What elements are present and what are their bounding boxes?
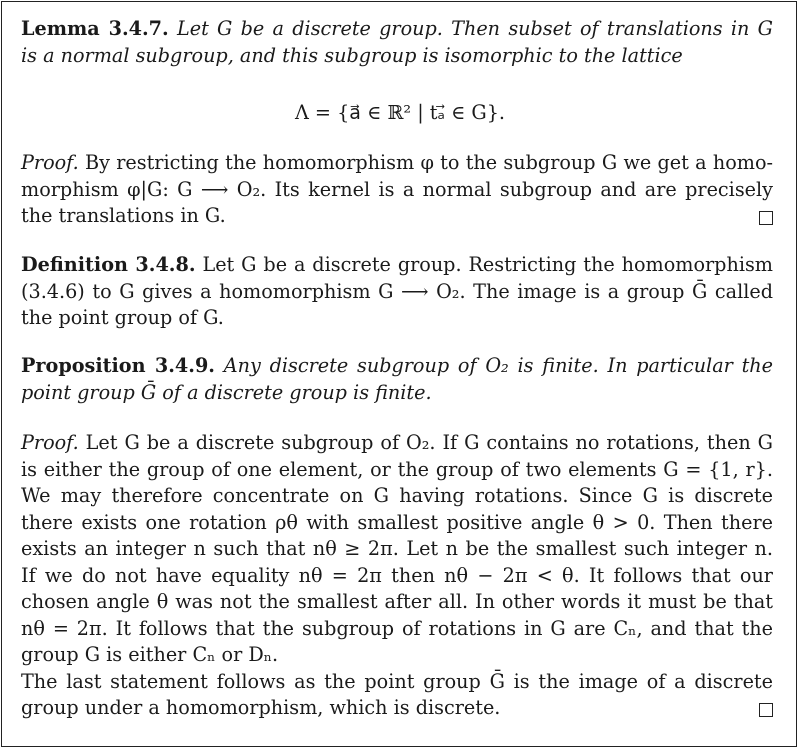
lattice-equation: Λ = {a⃗ ∈ ℝ² | tₐ⃗ ∈ G}. — [294, 101, 506, 124]
proof-heading: Proof. — [21, 151, 79, 174]
proposition-line-2: point group Ḡ of a discrete group is finite. — [21, 380, 432, 404]
proof2-line-6: If we do not have equality nθ = 2π then nθ − 2π < θ. It follows that our — [21, 563, 773, 587]
definition-line-1: Let G be a discrete group. Restricting the homomorphism — [202, 253, 774, 276]
proof-of-lemma — [21, 150, 773, 230]
proof2-line-9: group G is either Cₙ or Dₙ. — [21, 643, 279, 666]
proof2-line-2: is either the group of one element, or the group of two elements G = {1, r}. — [21, 457, 773, 481]
proof2-heading: Proof. — [21, 431, 79, 454]
proof2-line-3: We may therefore concentrate on G having rotations. Since G is discrete — [21, 484, 773, 507]
proof2-line-4: there exists one rotation ρθ with smallest positive angle θ > 0. Then there — [21, 510, 773, 534]
proof1-line-3: the translations in G. — [21, 204, 226, 227]
proof1-line-1: By restricting the homomorphism φ to the subgroup G we get a homo- — [84, 151, 773, 174]
qed-box-icon — [759, 703, 773, 717]
proof2-line-7: chosen angle θ was not the smallest after all. In other words it must be that — [21, 590, 773, 613]
definition-line-3: the point group of G. — [21, 306, 224, 329]
definition-line-2: (3.4.6) to G gives a homomorphism G ⟶ O₂. The image is a group Ḡ called — [21, 279, 773, 303]
proof1-line-2: morphism φ|G: G ⟶ O₂. Its kernel is a normal subgroup and are precisely — [21, 177, 773, 201]
qed-box-icon — [759, 211, 773, 225]
proof2-line-11: group under a homomorphism, which is discrete. — [21, 696, 501, 719]
proof-of-proposition — [21, 430, 773, 722]
definition-3-4-8 — [21, 252, 773, 332]
proof2-line-10: The last statement follows as the point group Ḡ is the image of a discrete — [21, 669, 773, 693]
proposition-line-1: Any discrete subgroup of O₂ is finite. In particular the — [223, 354, 773, 377]
proof2-line-1: Let G be a discrete subgroup of O₂. If G contains no rotations, then G — [85, 431, 773, 454]
document-page — [1, 1, 797, 747]
lemma-line-1: Let G be a discrete group. Then subset of translations in G — [176, 17, 773, 40]
proof2-line-8: nθ = 2π. It follows that the subgroup of rotations in G are Cₙ, and that the — [21, 616, 773, 640]
lemma-heading: Lemma 3.4.7. — [21, 17, 169, 40]
lemma-line-2: is a normal subgroup, and this subgroup is isomorphic to the lattice — [21, 43, 683, 67]
proof2-line-5: exists an integer n such that nθ ≥ 2π. Let n be the smallest such integer n. — [21, 537, 773, 560]
proposition-3-4-9 — [21, 353, 773, 406]
definition-heading: Definition 3.4.8. — [21, 253, 196, 276]
lemma-3-4-7 — [21, 16, 773, 69]
proposition-heading: Proposition 3.4.9. — [21, 354, 215, 377]
